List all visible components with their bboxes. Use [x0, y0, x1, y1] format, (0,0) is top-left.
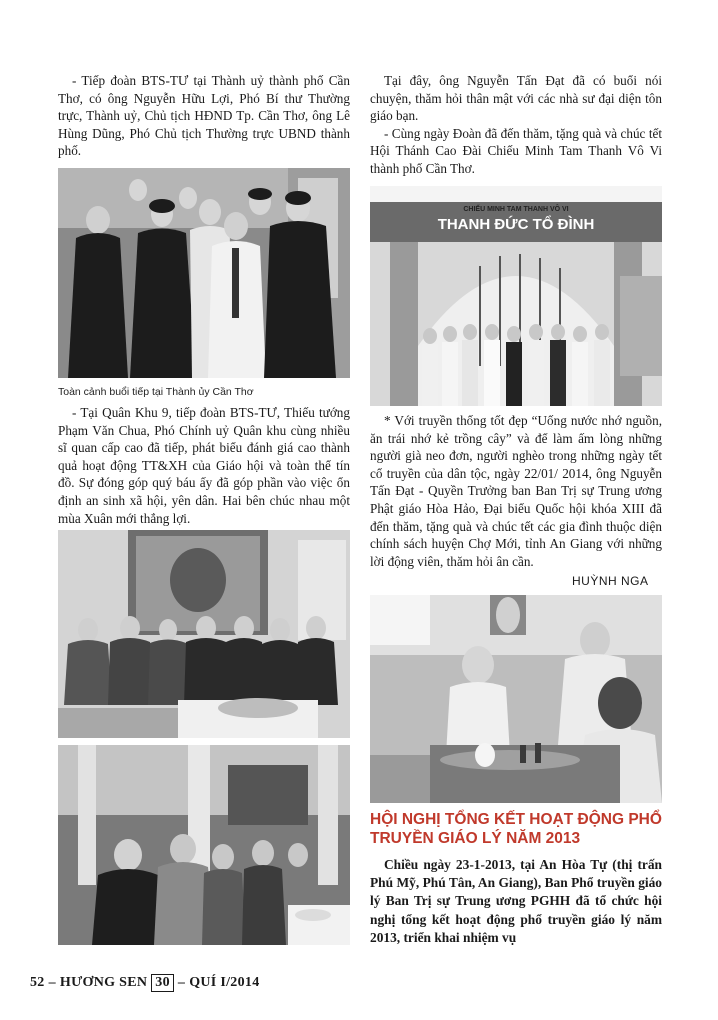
footer-separator-1: – — [48, 975, 56, 990]
left-column — [58, 72, 350, 160]
left-paragraph-2: - Tại Quân Khu 9, tiếp đoàn BTS-TƯ, Thiếu tướng Phạm Văn Chua, Phó Chính uỷ Quân khu cùng nhiều sĩ quan cấp cao đã tiếp, phát biểu đánh giá cao thành quả hoạt động TT&XH của Giáo hội và toàn thể tín đồ. Sự đóng góp quý báu ấy đã góp phần vào việc ổn định an sinh xã hội, yên dân. Hai bên chúc nhau một mùa Xuân mới thắng lợi. — [58, 405, 350, 526]
issue-number: 30 — [151, 974, 174, 992]
publication-name: HƯƠNG SEN — [59, 975, 148, 990]
right-column — [370, 72, 662, 178]
photo-home-visit — [370, 595, 662, 803]
left-paragraph-1: - Tiếp đoàn BTS-TƯ tại Thành uỷ thành phố Cần Thơ, có ông Nguyễn Hữu Lợi, Phó Bí thư Thường trực, Thành uỷ, Chủ tịch HĐND Tp. Cần Thơ, ông Lê Hùng Dũng, Phó Chủ tịch Thường trực UBND thành phố. — [58, 73, 350, 159]
gate-sign: THANH ĐỨC TỔ ĐÌNH — [437, 216, 595, 233]
footer-separator-2: – — [177, 975, 186, 990]
issue-period: QUÍ I/2014 — [189, 975, 260, 990]
page-footer — [30, 974, 260, 992]
photo-pagoda-visit — [58, 745, 350, 945]
article-2-lead: Chiều ngày 23-1-2013, tại An Hòa Tự (thị trấn Phú Mỹ, Phú Tân, An Giang), Ban Phổ truyền giáo lý Ban Trị sự Trung ương PGHH đã tổ chức hội nghị tổng kết hoạt động phổ truyền giáo lý năm 2013, triển khai nhiệm vụ — [370, 857, 662, 945]
photo-can-tho-reception — [58, 168, 350, 378]
gate-sign-top: CHIẾU MINH TAM THANH VÔ VI — [463, 206, 569, 213]
photo-military-region-reception — [58, 530, 350, 738]
author-byline: HUỲNH NGA — [572, 574, 649, 588]
article-2-headline: HỘI NGHỊ TỔNG KẾT HOẠT ĐỘNG PHỔ TRUYỀN GIÁO LÝ NĂM 2013 — [370, 811, 662, 847]
right-column-lower — [370, 412, 662, 570]
photo-1-caption: Toàn cảnh buổi tiếp tại Thành ủy Cần Thơ — [58, 386, 254, 398]
photo-cao-dai-temple-gate — [370, 186, 662, 406]
right-paragraph-3: * Với truyền thống tốt đẹp “Uống nước nhớ nguồn, ăn trái nhớ kẻ trồng cây” và để làm ấm lòng những người già neo đơn, người nghèo trong những ngày tết cổ truyền của dân tộc, ngày 22/01/ 2014, ông Nguyễn Tấn Đạt - Quyền Trưởng ban Ban Trị sự Trung ương Phật giáo Hòa Hảo, Đại biểu Quốc hội khóa XIII đã đến thăm, tặng quà và chúc tết các gia đình thuộc diện chính sách huyện Chợ Mới, tỉnh An Giang với những lời động viên, thăm hỏi ân cần. — [370, 413, 662, 569]
left-column-lower — [58, 404, 350, 527]
right-paragraph-1: Tại đây, ông Nguyễn Tấn Đạt đã có buổi nói chuyện, thăm hỏi thân mật với các nhà sư đại diện tôn giáo bạn. — [370, 73, 662, 124]
page-number: 52 — [30, 975, 45, 990]
right-paragraph-2: - Cùng ngày Đoàn đã đến thăm, tặng quà và chúc tết Hội Thánh Cao Đài Chiếu Minh Tam Thanh Vô Vi thành phố Cần Thơ. — [370, 125, 662, 176]
